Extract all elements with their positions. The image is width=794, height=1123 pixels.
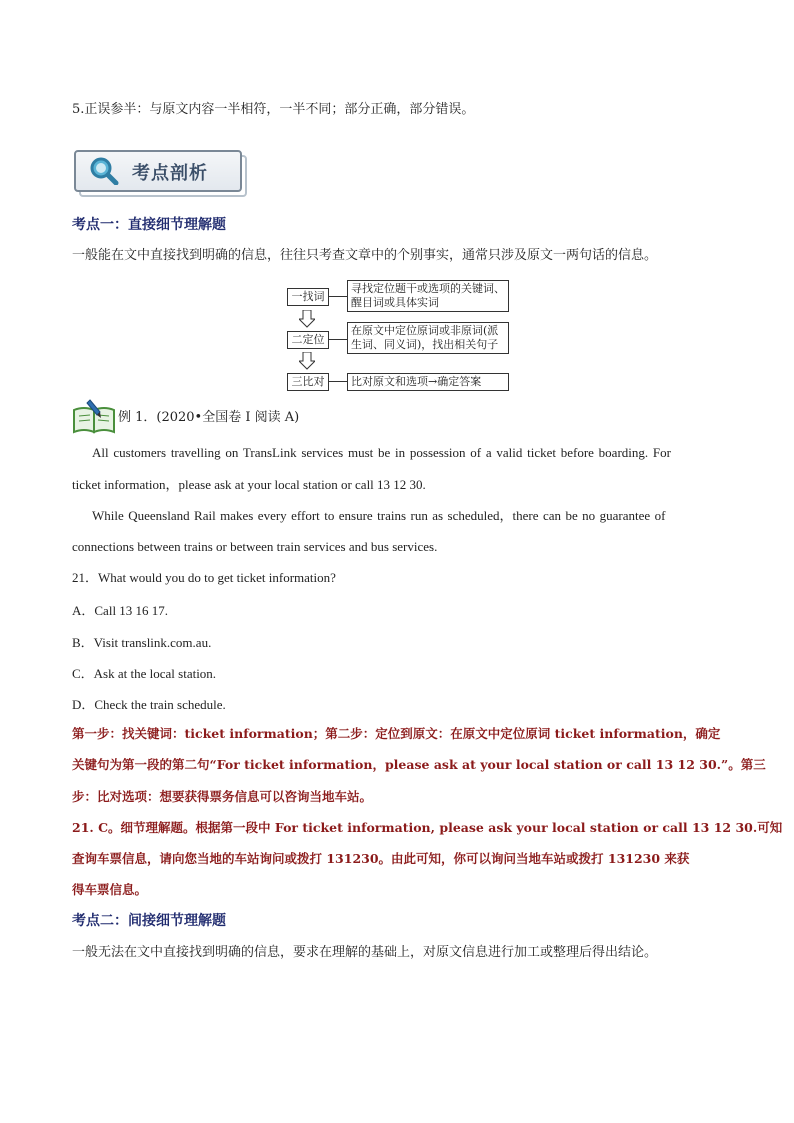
example-label: 例 1．(2020•全国卷 I 阅读 A) xyxy=(118,410,300,425)
passage-p2-line2: connections between trains or between train services and bus services. xyxy=(72,539,438,554)
flowchart xyxy=(287,280,517,395)
passage-p1-line2: ticket information，please ask at your local station or call 13 12 30. xyxy=(72,477,426,492)
section-banner xyxy=(74,150,242,192)
answer-line3: 得车票信息。 xyxy=(72,882,148,897)
section1-heading: 考点一：直接细节理解题 xyxy=(72,217,226,233)
section2-description: 一般无法在文中直接找到明确的信息，要求在理解的基础上，对原文信息进行加工或整理后得出结论。 xyxy=(72,945,658,960)
answer-line2: 查询车票信息，请向您当地的车站询问或拨打 131230。由此可知，你可以询问当地车站或拨打 131230 来获 xyxy=(72,851,690,866)
down-arrow-icon xyxy=(299,352,315,370)
analysis-line3: 步：比对选项：想要获得票务信息可以咨询当地车站。 xyxy=(72,789,373,804)
down-arrow-icon xyxy=(299,310,315,328)
option-d: D．Check the train schedule. xyxy=(72,697,226,712)
intro-line: 5.正误参半：与原文内容一半相符，一半不同；部分正确，部分错误。 xyxy=(72,102,475,117)
question: 21．What would you do to get ticket information? xyxy=(72,570,336,585)
analysis-line1: 第一步：找关键词：ticket information；第二步：定位到原文：在原文中定位原词 ticket information，确定 xyxy=(72,726,721,741)
book-pen-icon xyxy=(72,398,118,436)
flow-step-2-desc: 在原文中定位原词或非原词(派 生词、同义词)，找出相关句子 xyxy=(347,322,509,354)
magnifier-icon xyxy=(88,155,120,185)
flow-step-1-desc: 寻找定位题干或选项的关键词、 醒目词或具体实词 xyxy=(347,280,509,312)
flow-step-1: 一找词 xyxy=(287,288,329,306)
banner-title: 考点剖析 xyxy=(132,163,208,184)
option-c: C．Ask at the local station. xyxy=(72,666,217,681)
passage-p1-line1: All customers travelling on TransLink services must be in possession of a valid ticket before boarding. For xyxy=(92,445,671,460)
option-b: B．Visit translink.com.au. xyxy=(72,635,212,650)
answer-line1: 21. C。细节理解题。根据第一段中 For ticket information, please ask your local station or call 13 12 30.可知 xyxy=(72,820,783,835)
option-a: A．Call 13 16 17. xyxy=(72,603,169,618)
flow-step-3: 三比对 xyxy=(287,373,329,391)
flow-step-2: 二定位 xyxy=(287,331,329,349)
passage-p2-line1: While Queensland Rail makes every effort to ensure trains run as scheduled，there can be no guarantee of xyxy=(92,508,666,523)
analysis-line2: 关键句为第一段的第二句“For ticket information，please ask at your local station or call 13 12 30.”。第三 xyxy=(72,757,766,772)
flow-step-3-desc: 比对原文和选项→确定答案 xyxy=(347,373,509,391)
section1-description: 一般能在文中直接找到明确的信息，往往只考查文章中的个别事实，通常只涉及原文一两句话的信息。 xyxy=(72,248,658,263)
section2-heading: 考点二：间接细节理解题 xyxy=(72,913,226,929)
